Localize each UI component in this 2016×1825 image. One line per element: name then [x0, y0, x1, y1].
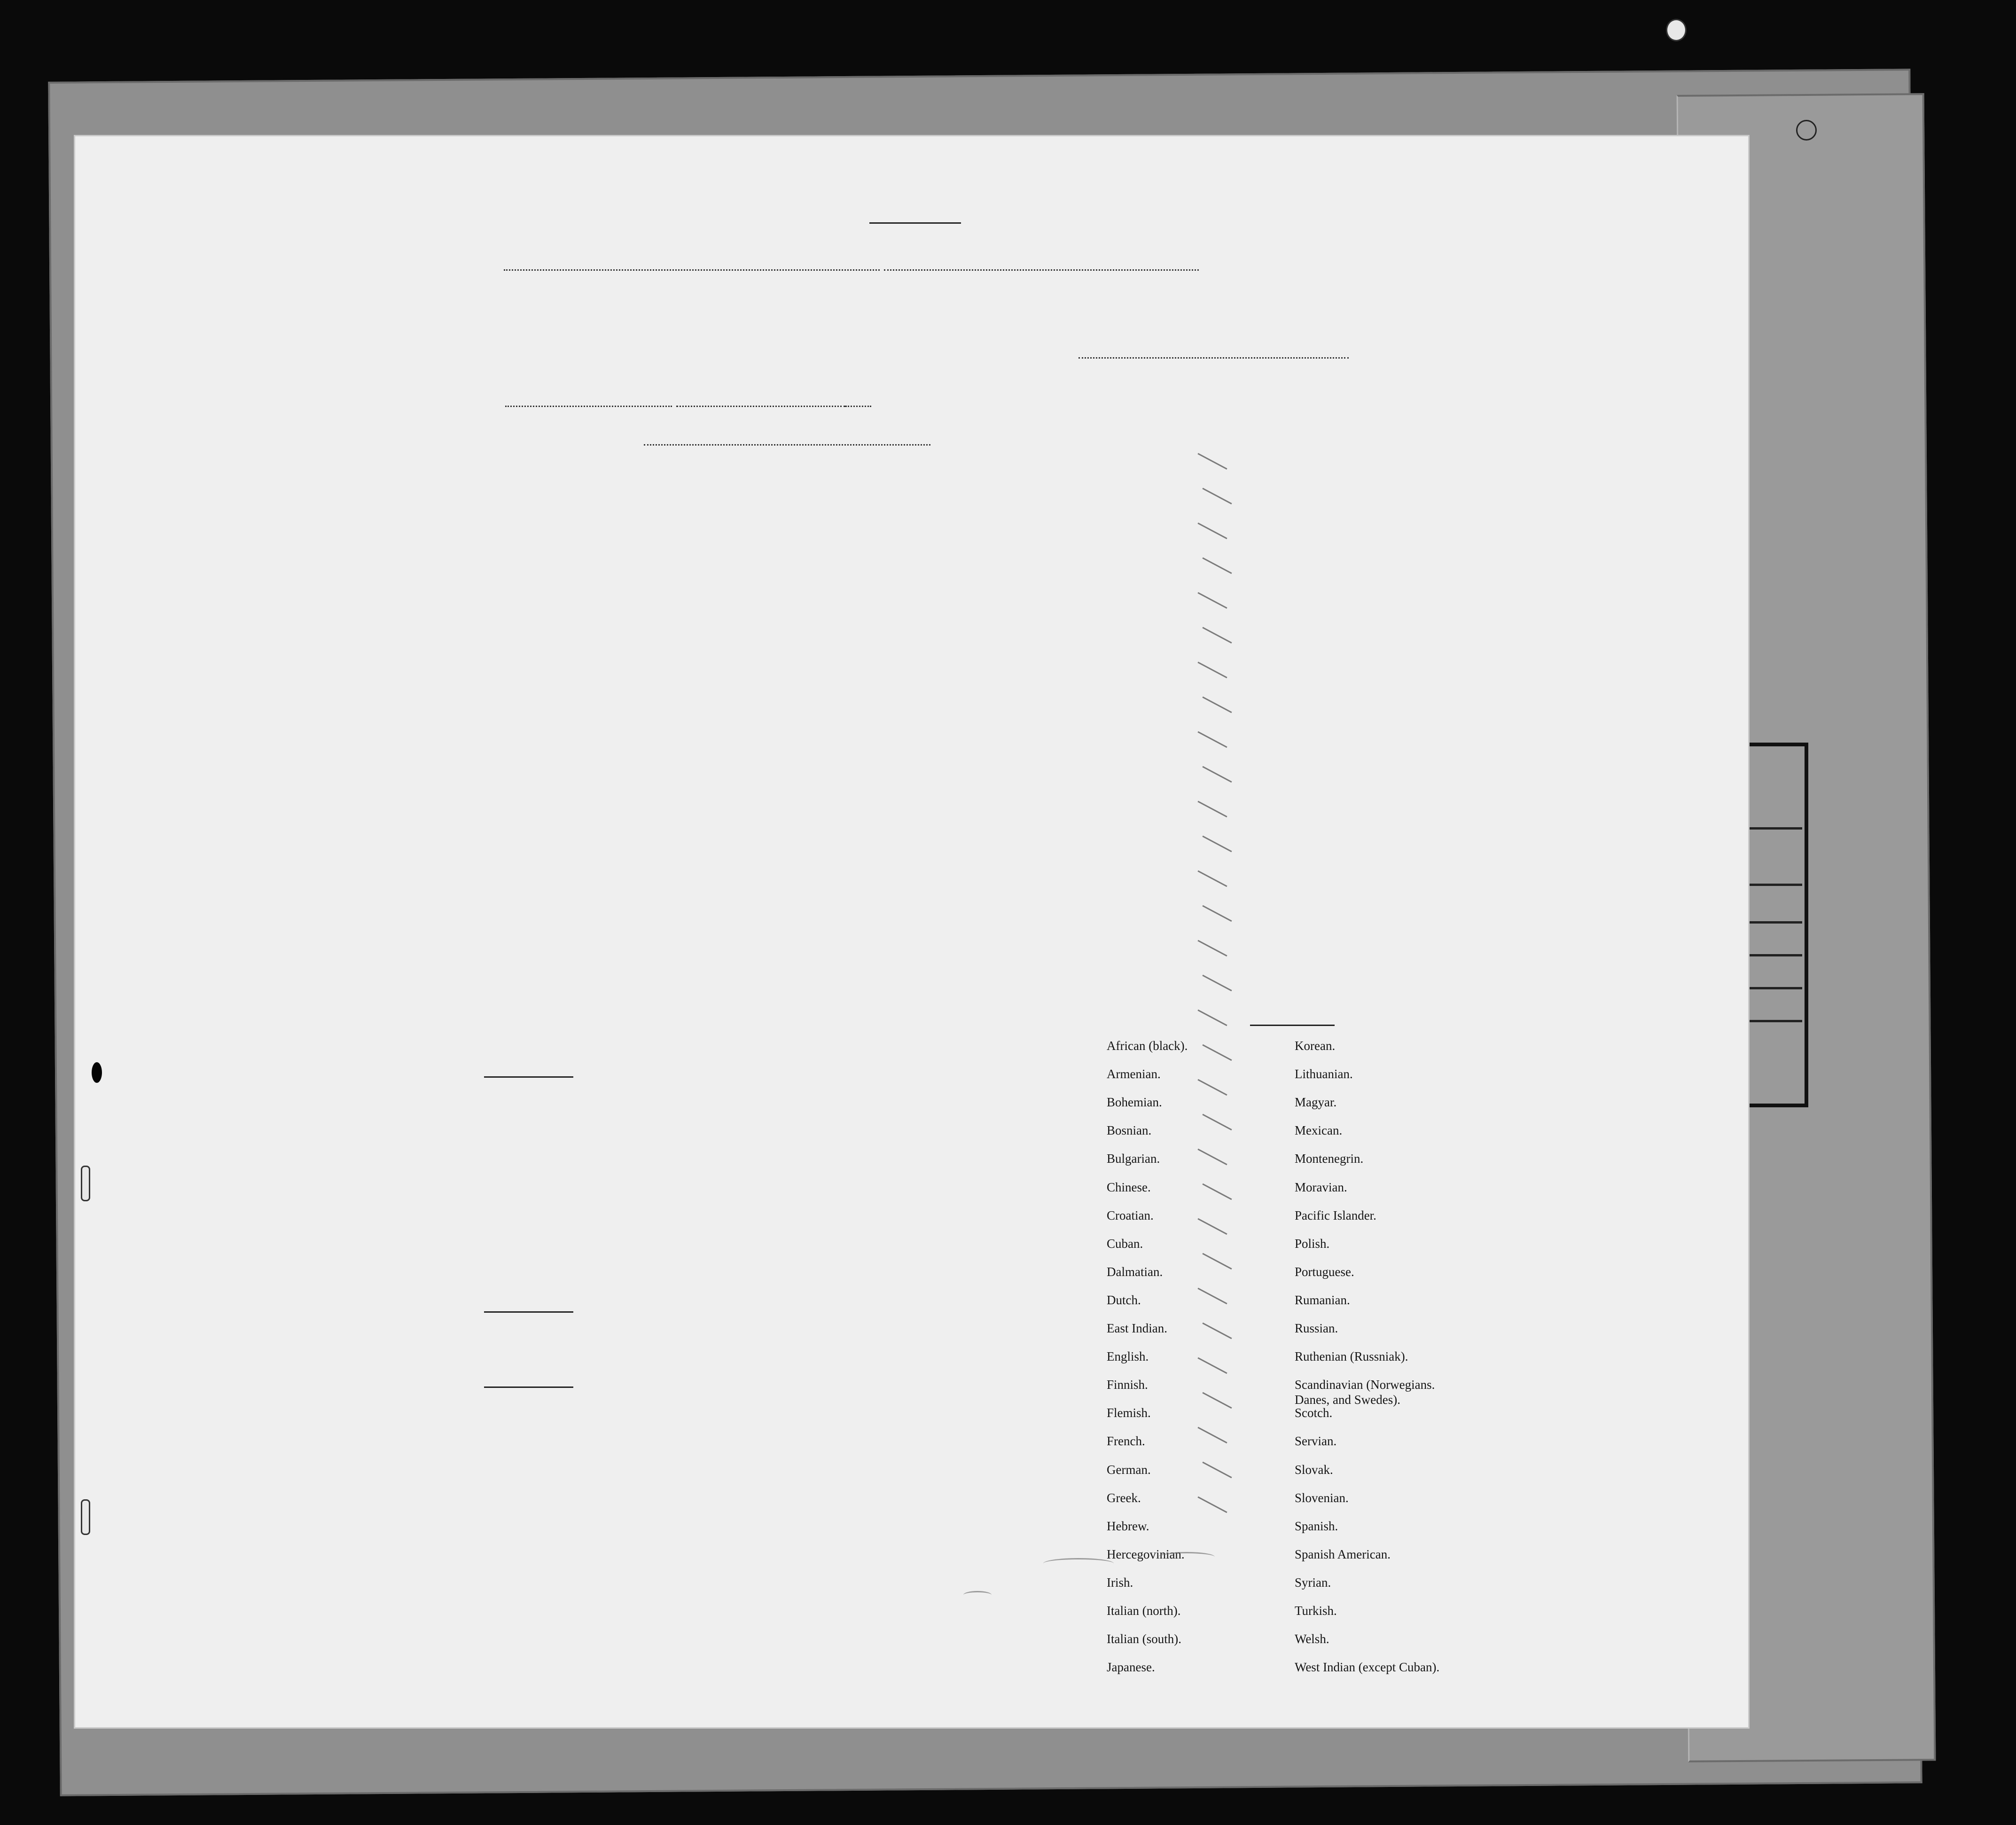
- pencil-slash: [1202, 1114, 1232, 1131]
- pencil-slash: [1202, 697, 1232, 713]
- race-item: Moravian.: [1295, 1180, 1347, 1194]
- race-item: Greek.: [1107, 1490, 1141, 1505]
- race-item: Welsh.: [1295, 1632, 1329, 1646]
- race-item: French.: [1107, 1434, 1145, 1449]
- pencil-slash: [1197, 453, 1227, 470]
- pencil-slash: [1202, 627, 1232, 644]
- race-item: Bulgarian.: [1107, 1151, 1160, 1166]
- affidavit-statement: [457, 254, 1453, 276]
- vessel-name-field[interactable]: [884, 269, 1199, 271]
- race-item: Cuban.: [1107, 1236, 1143, 1251]
- race-item: Hercegovinian.: [1107, 1547, 1185, 1561]
- race-item: East Indian.: [1107, 1321, 1167, 1335]
- stray-mark: [1158, 1552, 1215, 1562]
- race-item: Scotch.: [1295, 1406, 1333, 1420]
- race-item: Italian (south).: [1107, 1632, 1181, 1646]
- pencil-slash: [1197, 731, 1227, 748]
- race-item: Croatian.: [1107, 1208, 1154, 1222]
- race-item: Servian.: [1295, 1434, 1337, 1449]
- left-edge-mark: [81, 1166, 90, 1201]
- pencil-slash: [1197, 1010, 1227, 1026]
- pencil-slash: [1202, 1183, 1232, 1200]
- corner-mark: [1796, 120, 1817, 141]
- race-item: Slovenian.: [1295, 1490, 1349, 1505]
- race-item: Korean.: [1295, 1039, 1336, 1053]
- race-item: Spanish American.: [1295, 1547, 1391, 1561]
- sworn-year-field[interactable]: [845, 406, 871, 407]
- pencil-slash: [1197, 940, 1227, 957]
- pencil-slash: [1197, 1079, 1227, 1096]
- race-item: Slovak.: [1295, 1462, 1333, 1477]
- pencil-slash: [1197, 592, 1227, 609]
- pencil-slash: [1202, 975, 1232, 992]
- pencil-slash: [1197, 801, 1227, 818]
- pencil-slash: [1197, 523, 1227, 540]
- race-item: Bosnian.: [1107, 1123, 1152, 1138]
- race-item: Scandinavian (Norwegians.: [1295, 1378, 1435, 1392]
- race-item: African (black).: [1107, 1039, 1188, 1053]
- race-item: Magyar.: [1295, 1095, 1337, 1110]
- race-item: Portuguese.: [1295, 1264, 1354, 1279]
- pencil-slash: [1197, 1149, 1227, 1166]
- race-item: Chinese.: [1107, 1180, 1151, 1194]
- pencil-slash: [1202, 1253, 1232, 1270]
- pencil-slash: [1197, 1288, 1227, 1305]
- pencil-slash: [1197, 1427, 1227, 1444]
- race-item: Flemish.: [1107, 1406, 1151, 1420]
- pencil-slash: [1202, 557, 1232, 574]
- sworn-month-field[interactable]: [676, 406, 845, 407]
- race-item: Montenegrin.: [1295, 1151, 1364, 1166]
- pencil-slash: [1197, 1357, 1227, 1374]
- race-item: Russian.: [1295, 1321, 1338, 1335]
- race-item: Irish.: [1107, 1575, 1133, 1590]
- race-item: Armenian.: [1107, 1067, 1161, 1081]
- race-item: Pacific Islander.: [1295, 1208, 1376, 1222]
- race-item: Turkish.: [1295, 1604, 1337, 1618]
- sworn-line: [505, 390, 871, 413]
- pencil-slash: [1197, 662, 1227, 679]
- title-rule: [869, 222, 961, 224]
- pencil-slash: [1197, 1218, 1227, 1235]
- race-item: German.: [1107, 1462, 1151, 1477]
- race-item: English.: [1107, 1349, 1149, 1364]
- left-edge-mark: [81, 1499, 90, 1535]
- race-item: Spanish.: [1295, 1519, 1338, 1533]
- pencil-slash: [1202, 1462, 1232, 1479]
- pencil-slash: [1197, 870, 1227, 887]
- master-signature-line[interactable]: [1078, 357, 1349, 359]
- race-item: West Indian (except Cuban).: [1295, 1660, 1440, 1675]
- race-item: Syrian.: [1295, 1575, 1331, 1590]
- pencil-slash: [1202, 488, 1232, 505]
- left-edge-hole: [92, 1062, 102, 1083]
- race-item: Bohemian.: [1107, 1095, 1162, 1110]
- pencil-slash: [1202, 1044, 1232, 1061]
- inspector-signature-line[interactable]: [644, 444, 930, 446]
- race-item: Hebrew.: [1107, 1519, 1149, 1533]
- punch-hole: [1666, 19, 1687, 41]
- race-item: Mexican.: [1295, 1123, 1343, 1138]
- pencil-slash: [1202, 1392, 1232, 1409]
- race-item: Danes, and Swedes).: [1295, 1393, 1400, 1407]
- race-item: Finnish.: [1107, 1378, 1148, 1392]
- affidavit-form-sheet: [75, 136, 1748, 1727]
- pencil-slash: [1197, 1496, 1227, 1513]
- race-item: Rumanian.: [1295, 1292, 1350, 1307]
- race-item: Polish.: [1295, 1236, 1330, 1251]
- stray-mark: [963, 1591, 992, 1599]
- declarant-name-field[interactable]: [504, 269, 880, 271]
- race-item: Ruthenian (Russniak).: [1295, 1349, 1408, 1364]
- pencil-slash: [1202, 1323, 1232, 1339]
- stray-mark: [1043, 1558, 1114, 1569]
- pencil-slash: [1202, 836, 1232, 853]
- total-passengers-box: [1746, 743, 1808, 1107]
- race-item: Dalmatian.: [1107, 1264, 1163, 1279]
- pencil-slash: [1202, 766, 1232, 783]
- sworn-day-field[interactable]: [505, 406, 672, 407]
- race-item: Italian (north).: [1107, 1604, 1181, 1618]
- race-item: Lithuanian.: [1295, 1067, 1353, 1081]
- race-item: Japanese.: [1107, 1660, 1155, 1675]
- race-item: Dutch.: [1107, 1292, 1141, 1307]
- pencil-slash: [1202, 905, 1232, 922]
